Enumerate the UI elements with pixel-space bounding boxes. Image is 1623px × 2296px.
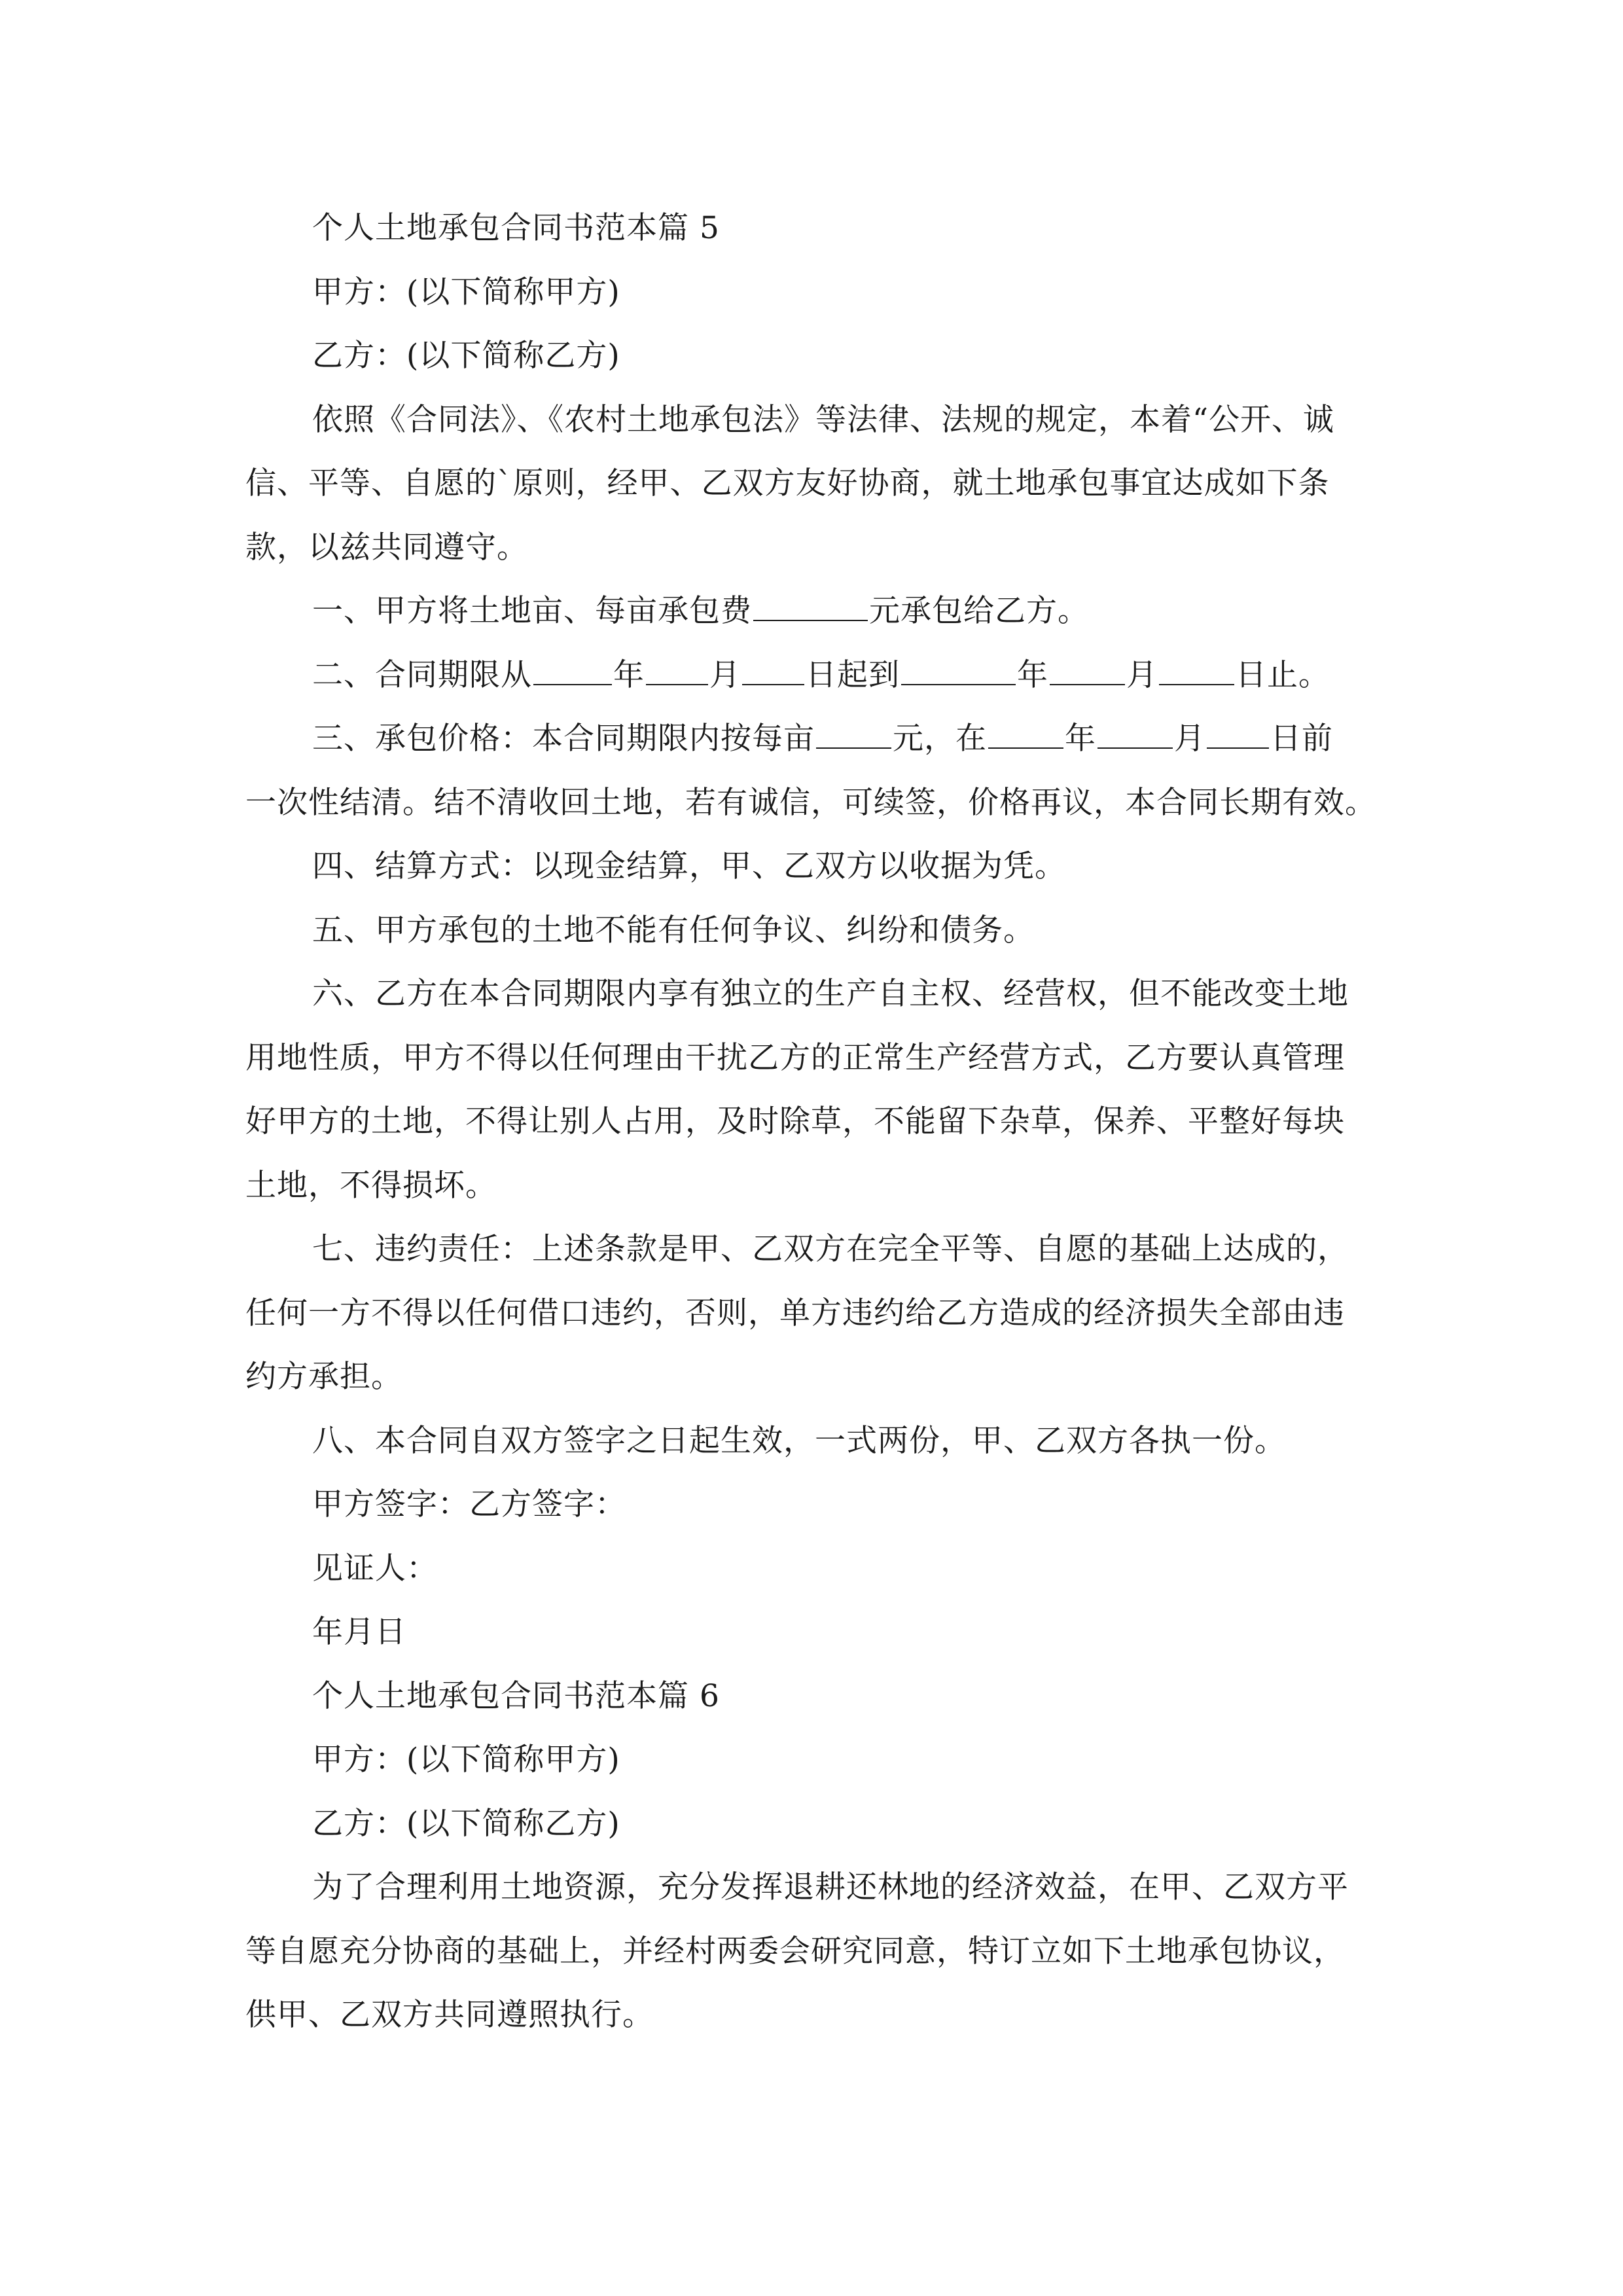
- clause-3-text: 元，在: [893, 721, 987, 757]
- party-a-line: 甲方：(以下简称甲方): [312, 274, 620, 310]
- fill-blank: [742, 660, 804, 685]
- clause-2-text: 日起到: [806, 656, 900, 693]
- clause-5: 五、甲方承包的土地不能有任何争议、纠纷和债务。: [312, 912, 1035, 948]
- clause-3-text: 月: [1174, 721, 1205, 757]
- clause-3: [245, 707, 1391, 771]
- witness-line: 见证人：: [312, 1550, 438, 1587]
- fill-blank: [1097, 724, 1173, 749]
- fill-blank: [816, 724, 891, 749]
- clause-6-continued: 用地性质，甲方不得以任何理由干扰乙方的正常生产经营方式，乙方要认真管理: [245, 1039, 1345, 1076]
- clause-3-continued: 一次性结清。结不清收回土地，若有诚信，可续签，价格再议，本合同长期有效。: [245, 784, 1376, 821]
- clause-2-text: 二、合同期限从: [312, 656, 532, 693]
- fill-blank: [1050, 660, 1125, 685]
- clause-3-text: 日前: [1270, 721, 1333, 757]
- clause-4: 四、结算方式：以现金结算，甲、乙双方以收据为凭。: [312, 848, 1066, 884]
- signature-line: 甲方签字：乙方签字：: [312, 1486, 626, 1522]
- clause-7-continued: 约方承担。: [245, 1359, 402, 1395]
- clause-1-text: 一、甲方将土地亩、每亩承包费: [312, 593, 752, 629]
- clause-2-text: 年: [1017, 656, 1048, 693]
- fill-blank: [533, 660, 612, 685]
- clause-2-text: 月: [1126, 656, 1158, 693]
- clause-7-continued: 任何一方不得以任何借口违约，否则，单方违约给乙方造成的经济损失全部由违: [245, 1295, 1345, 1331]
- clause-2: [245, 643, 1391, 708]
- clause-2-text: 年: [613, 656, 645, 693]
- section-6-intro-line: 供甲、乙双方共同遵照执行。: [245, 1997, 654, 2033]
- party-a-line: 甲方：(以下简称甲方): [312, 1742, 620, 1778]
- clause-2-text: 月: [709, 656, 741, 693]
- section-6-intro-line: 为了合理利用土地资源，充分发挥退耕还林地的经济效益，在甲、乙双方平: [312, 1869, 1349, 1905]
- fill-blank: [1207, 724, 1269, 749]
- document-body: [245, 196, 1391, 2047]
- fill-blank: [988, 724, 1063, 749]
- fill-blank: [1159, 660, 1234, 685]
- section-6-intro-line: 等自愿充分协商的基础上，并经村两委会研究同意，特订立如下土地承包协议，: [245, 1933, 1345, 1969]
- party-b-line: 乙方：(以下简称乙方): [312, 338, 620, 374]
- intro-paragraph-line: 信、平等、自愿的`原则，经甲、乙双方友好协商，就土地承包事宜达成如下条: [245, 465, 1330, 501]
- clause-6-continued: 土地，不得损坏。: [245, 1167, 497, 1204]
- party-b-line: 乙方：(以下简称乙方): [312, 1805, 620, 1842]
- fill-blank: [753, 596, 868, 621]
- clause-1-text: 元承包给乙方。: [869, 593, 1089, 629]
- clause-3-text: 年: [1065, 721, 1096, 757]
- clause-3-text: 三、承包价格：本合同期限内按每亩: [312, 721, 815, 757]
- section-6-title: 个人土地承包合同书范本篇 6: [312, 1677, 720, 1714]
- clause-1: [245, 579, 1391, 643]
- section-5-title: 个人土地承包合同书范本篇 5: [312, 210, 720, 246]
- clause-7: 七、违约责任：上述条款是甲、乙双方在完全平等、自愿的基础上达成的，: [312, 1231, 1349, 1267]
- intro-paragraph-line: 依照《合同法》、《农村土地承包法》等法律、法规的规定，本着“公开、诚: [312, 401, 1335, 438]
- intro-paragraph-line: 款，以兹共同遵守。: [245, 529, 528, 565]
- fill-blank: [901, 660, 1016, 685]
- date-line: 年月日: [312, 1614, 406, 1650]
- clause-2-text: 日止。: [1236, 656, 1330, 693]
- clause-6: 六、乙方在本合同期限内享有独立的生产自主权、经营权，但不能改变土地: [312, 976, 1349, 1012]
- clause-6-continued: 好甲方的土地，不得让别人占用，及时除草，不能留下杂草，保养、平整好每块: [245, 1103, 1345, 1139]
- fill-blank: [646, 660, 708, 685]
- clause-8: 八、本合同自双方签字之日起生效，一式两份，甲、乙双方各执一份。: [312, 1422, 1286, 1459]
